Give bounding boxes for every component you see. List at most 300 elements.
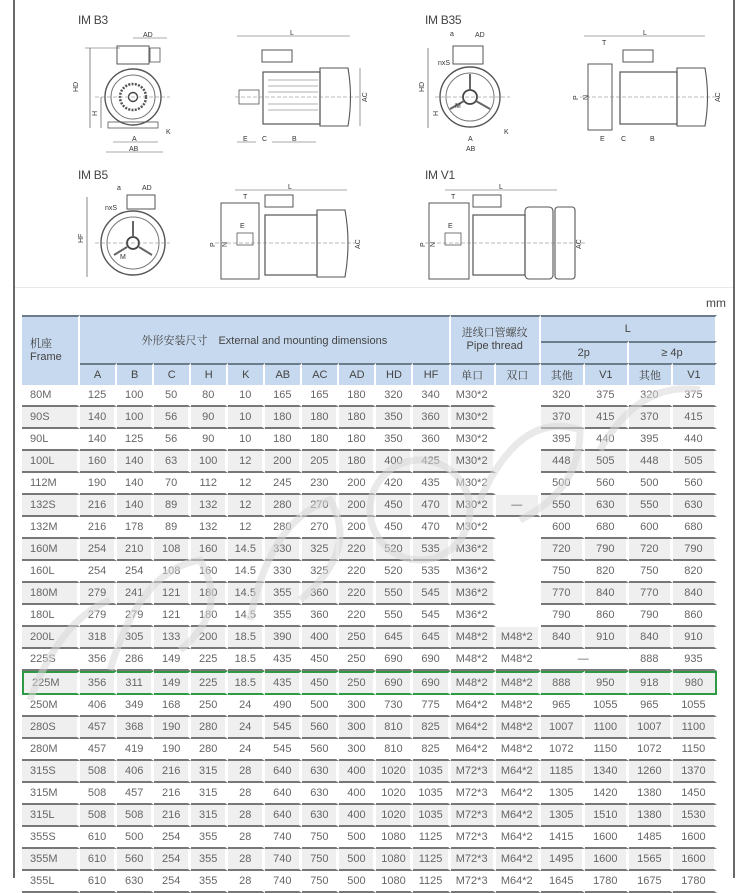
value-cell: 349: [117, 695, 154, 717]
value-cell: 1370: [673, 761, 717, 783]
value-cell: 435: [265, 649, 302, 671]
value-cell: 560: [117, 849, 154, 871]
value-cell: M48*2: [451, 649, 496, 671]
frame-cell: 225S: [22, 649, 80, 671]
value-cell: 200: [339, 473, 376, 495]
frame-cell: 225M: [22, 671, 80, 695]
value-cell: 350: [376, 407, 413, 429]
value-cell: 1072: [541, 739, 585, 761]
value-cell: 1185: [541, 761, 585, 783]
svg-text:L: L: [290, 30, 294, 37]
frame-cell: 90S: [22, 407, 80, 429]
value-cell: 140: [117, 473, 154, 495]
value-cell: 470: [413, 517, 450, 539]
header-pipe-en: Pipe thread: [466, 340, 523, 352]
value-cell: 279: [80, 583, 117, 605]
value-cell: 216: [154, 805, 191, 827]
value-cell: [496, 517, 541, 539]
value-cell: 640: [265, 805, 302, 827]
value-cell: [496, 539, 541, 561]
svg-text:AD: AD: [143, 32, 153, 39]
value-cell: 450: [302, 671, 339, 695]
value-cell: 140: [80, 429, 117, 451]
frame-cell: 80M: [22, 385, 80, 407]
value-cell: 356: [80, 671, 117, 695]
svg-text:T: T: [451, 194, 456, 201]
value-cell: 190: [154, 717, 191, 739]
svg-text:AC: AC: [362, 92, 369, 102]
value-cell: 535: [413, 561, 450, 583]
value-cell: [496, 561, 541, 583]
value-cell: 300: [339, 717, 376, 739]
value-cell: 1340: [585, 761, 629, 783]
value-cell: 457: [117, 783, 154, 805]
value-cell: 1530: [673, 805, 717, 827]
value-cell: M36*2: [451, 539, 496, 561]
value-cell: 200: [265, 451, 302, 473]
svg-text:E: E: [243, 136, 248, 143]
frame-cell: 355M: [22, 849, 80, 871]
header-col-k: K: [228, 363, 265, 385]
value-cell: 750: [541, 561, 585, 583]
value-cell: 28: [228, 805, 265, 827]
frame-cell: 355L: [22, 871, 80, 893]
value-cell: 545: [265, 717, 302, 739]
value-cell: 28: [228, 871, 265, 893]
value-cell: [496, 473, 541, 495]
value-cell: 750: [302, 827, 339, 849]
value-cell: 1007: [541, 717, 585, 739]
value-cell: 790: [673, 539, 717, 561]
value-cell: 630: [585, 495, 629, 517]
value-cell: 610: [80, 827, 117, 849]
value-cell: 1125: [413, 827, 450, 849]
value-cell: 140: [117, 451, 154, 473]
value-cell: 600: [541, 517, 585, 539]
value-cell: 360: [302, 583, 339, 605]
value-cell: 225: [191, 649, 228, 671]
header-col-ab: AB: [265, 363, 302, 385]
value-cell: M48*2: [496, 627, 541, 649]
value-cell: 680: [673, 517, 717, 539]
value-cell: 356: [80, 649, 117, 671]
value-cell: 180: [302, 429, 339, 451]
value-cell: 330: [265, 539, 302, 561]
table-row: [22, 871, 717, 893]
frame-cell: 315M: [22, 783, 80, 805]
value-cell: M30*2: [451, 407, 496, 429]
value-cell: [496, 429, 541, 451]
value-cell: 56: [154, 429, 191, 451]
value-cell: 250: [339, 671, 376, 695]
view-title-imv1: IM V1: [425, 168, 455, 182]
table-row: [22, 627, 717, 649]
value-cell: 790: [585, 539, 629, 561]
table-row: [22, 671, 717, 695]
value-cell: 680: [585, 517, 629, 539]
value-cell: 315: [191, 805, 228, 827]
value-cell: 690: [376, 671, 413, 695]
header-l-col-3: V1: [673, 363, 717, 385]
value-cell: 860: [673, 605, 717, 627]
svg-text:B: B: [650, 136, 655, 143]
value-cell: 1305: [541, 805, 585, 827]
svg-text:HD: HD: [419, 81, 426, 92]
header-2p: 2p: [541, 341, 629, 363]
value-cell: 400: [339, 761, 376, 783]
header-col-h: H: [191, 363, 228, 385]
value-cell: 279: [80, 605, 117, 627]
value-cell: 180: [191, 583, 228, 605]
value-cell: 10: [228, 429, 265, 451]
value-cell: 254: [154, 827, 191, 849]
value-cell: 1055: [585, 695, 629, 717]
value-cell: 1080: [376, 849, 413, 871]
value-cell: 300: [339, 739, 376, 761]
value-cell: 178: [117, 517, 154, 539]
value-cell: 448: [629, 451, 673, 473]
value-cell: 311: [117, 671, 154, 695]
frame-cell: 180L: [22, 605, 80, 627]
value-cell: 1055: [673, 695, 717, 717]
value-cell: 500: [629, 473, 673, 495]
motor-front-view-imb5: [70, 185, 180, 285]
svg-text:AB: AB: [129, 146, 139, 153]
value-cell: 160: [191, 539, 228, 561]
value-cell: M36*2: [451, 605, 496, 627]
svg-text:E: E: [240, 223, 245, 230]
svg-text:AD: AD: [475, 32, 485, 39]
value-cell: 630: [117, 871, 154, 893]
value-cell: 840: [673, 583, 717, 605]
value-cell: 720: [629, 539, 673, 561]
svg-text:A: A: [132, 136, 137, 143]
value-cell: M64*2: [451, 717, 496, 739]
value-cell: 450: [376, 517, 413, 539]
value-cell: 750: [629, 561, 673, 583]
value-cell: 1495: [541, 849, 585, 871]
value-cell: 149: [154, 671, 191, 695]
value-cell: 355: [191, 849, 228, 871]
svg-text:a: a: [450, 31, 454, 38]
value-cell: 645: [413, 627, 450, 649]
value-cell: 1415: [541, 827, 585, 849]
value-cell: M64*2: [451, 739, 496, 761]
value-cell: 1020: [376, 805, 413, 827]
value-cell: 280: [191, 717, 228, 739]
value-cell: 1125: [413, 871, 450, 893]
value-cell: 28: [228, 849, 265, 871]
value-cell: 520: [376, 561, 413, 583]
value-cell: [496, 407, 541, 429]
value-cell: 505: [585, 451, 629, 473]
value-cell: 500: [339, 827, 376, 849]
value-cell: 950: [585, 671, 629, 695]
value-cell: 254: [154, 871, 191, 893]
table-row: [22, 695, 717, 717]
value-cell: 168: [154, 695, 191, 717]
table-row: [22, 517, 717, 539]
value-cell: 12: [228, 451, 265, 473]
value-cell: 121: [154, 605, 191, 627]
table-row: [22, 429, 717, 451]
value-cell: M64*2: [451, 695, 496, 717]
value-cell: M30*2: [451, 385, 496, 407]
header-frame: [22, 315, 80, 385]
value-cell: 12: [228, 473, 265, 495]
value-cell: [496, 583, 541, 605]
table-body: [22, 385, 717, 893]
value-cell: 160: [80, 451, 117, 473]
value-cell: 440: [673, 429, 717, 451]
value-cell: 70: [154, 473, 191, 495]
motor-side-view-imb35: [573, 30, 730, 155]
value-cell: 610: [80, 871, 117, 893]
header-frame-en: Frame: [30, 351, 62, 363]
value-cell: M36*2: [451, 561, 496, 583]
value-cell: 180: [191, 605, 228, 627]
value-cell: 140: [80, 407, 117, 429]
value-cell: M72*3: [451, 827, 496, 849]
header-pipe-thread: [451, 315, 541, 363]
value-cell: M64*2: [496, 871, 541, 893]
value-cell: M64*2: [496, 805, 541, 827]
view-title-imb5: IM B5: [78, 168, 108, 182]
value-cell: 395: [541, 429, 585, 451]
value-cell: 18.5: [228, 671, 265, 695]
value-cell: 470: [413, 495, 450, 517]
value-cell: 14.5: [228, 605, 265, 627]
value-cell: 630: [302, 761, 339, 783]
value-cell: 14.5: [228, 583, 265, 605]
value-cell: 545: [413, 583, 450, 605]
svg-text:T: T: [602, 40, 607, 47]
table-row: [22, 407, 717, 429]
header-4p: ≥ 4p: [629, 341, 717, 363]
frame-cell: 315S: [22, 761, 80, 783]
motor-front-view-imb35: [420, 30, 530, 155]
value-cell: 1007: [629, 717, 673, 739]
value-cell: 820: [673, 561, 717, 583]
table-row: [22, 583, 717, 605]
value-cell: M48*2: [496, 695, 541, 717]
value-cell: M64*2: [496, 783, 541, 805]
table-row: [22, 385, 717, 407]
value-cell: 730: [376, 695, 413, 717]
value-cell: 360: [413, 407, 450, 429]
value-cell: 645: [376, 627, 413, 649]
value-cell: 1150: [673, 739, 717, 761]
value-cell: 790: [541, 605, 585, 627]
value-cell: 395: [629, 429, 673, 451]
value-cell: 840: [541, 627, 585, 649]
value-cell: 330: [265, 561, 302, 583]
value-cell: 1600: [585, 849, 629, 871]
svg-text:E: E: [448, 223, 453, 230]
value-cell: 790: [629, 605, 673, 627]
value-cell: M64*2: [496, 849, 541, 871]
value-cell: 1035: [413, 783, 450, 805]
value-cell: 1510: [585, 805, 629, 827]
value-cell: 888: [541, 671, 585, 695]
value-cell: 280: [265, 495, 302, 517]
frame-cell: 280M: [22, 739, 80, 761]
value-cell: 840: [585, 583, 629, 605]
value-cell: 820: [585, 561, 629, 583]
value-cell: 216: [80, 495, 117, 517]
value-cell: 457: [80, 739, 117, 761]
value-cell: 545: [413, 605, 450, 627]
value-cell: 132: [191, 495, 228, 517]
value-cell: 63: [154, 451, 191, 473]
value-cell: 254: [117, 561, 154, 583]
value-cell: 508: [80, 805, 117, 827]
table-row: [22, 717, 717, 739]
value-cell: M30*2: [451, 429, 496, 451]
value-cell: 315: [191, 783, 228, 805]
value-cell: 500: [541, 473, 585, 495]
value-cell: 508: [117, 805, 154, 827]
svg-text:C: C: [621, 136, 627, 143]
table-row: [22, 473, 717, 495]
value-cell: 180: [339, 451, 376, 473]
value-cell: 448: [541, 451, 585, 473]
value-cell: 500: [339, 871, 376, 893]
value-cell: 690: [413, 671, 450, 695]
value-cell: 50: [154, 385, 191, 407]
header-l-col-1: V1: [585, 363, 629, 385]
value-cell: 210: [117, 539, 154, 561]
header-pipe-col-0: 单口: [451, 363, 496, 385]
value-cell: —: [496, 495, 541, 517]
svg-text:HD: HD: [73, 81, 80, 92]
value-cell: 225: [191, 671, 228, 695]
svg-text:HF: HF: [78, 233, 85, 243]
table-row: [22, 805, 717, 827]
value-cell: 390: [265, 627, 302, 649]
value-cell: 1645: [541, 871, 585, 893]
value-cell: [496, 605, 541, 627]
value-cell: 400: [339, 805, 376, 827]
header-frame-cn: 机座: [30, 338, 52, 350]
value-cell: 490: [265, 695, 302, 717]
svg-text:A: A: [468, 136, 473, 143]
value-cell: 1080: [376, 827, 413, 849]
value-cell: 630: [302, 783, 339, 805]
value-cell: 740: [265, 849, 302, 871]
value-cell: 315: [191, 761, 228, 783]
value-cell: M48*2: [496, 739, 541, 761]
value-cell: 270: [302, 517, 339, 539]
header-col-hf: HF: [413, 363, 450, 385]
value-cell: 610: [80, 849, 117, 871]
value-cell: 24: [228, 739, 265, 761]
value-cell: 205: [302, 451, 339, 473]
value-cell: 918: [629, 671, 673, 695]
value-cell: 140: [117, 495, 154, 517]
value-cell: M30*2: [451, 473, 496, 495]
value-cell: 286: [117, 649, 154, 671]
value-cell: 1450: [673, 783, 717, 805]
header-pipe-col-1: 双口: [496, 363, 541, 385]
table-row: [22, 849, 717, 871]
value-cell: 270: [302, 495, 339, 517]
value-cell: 508: [80, 783, 117, 805]
value-cell: 24: [228, 695, 265, 717]
value-cell: 415: [585, 407, 629, 429]
svg-text:L: L: [499, 184, 503, 191]
value-cell: 230: [302, 473, 339, 495]
header-l-col-0: 其他: [541, 363, 585, 385]
value-cell: 1600: [673, 827, 717, 849]
value-cell: 770: [629, 583, 673, 605]
value-cell: 200: [191, 627, 228, 649]
value-cell: 860: [585, 605, 629, 627]
value-cell: 630: [302, 805, 339, 827]
header-col-b: B: [117, 363, 154, 385]
svg-text:P: P: [573, 95, 580, 100]
frame-cell: 90L: [22, 429, 80, 451]
svg-text:AC: AC: [355, 239, 362, 249]
value-cell: 500: [302, 695, 339, 717]
value-cell: —: [541, 649, 629, 671]
header-l-col-2: 其他: [629, 363, 673, 385]
value-cell: 250: [339, 649, 376, 671]
value-cell: 840: [629, 627, 673, 649]
value-cell: 440: [585, 429, 629, 451]
value-cell: 965: [541, 695, 585, 717]
value-cell: 740: [265, 827, 302, 849]
value-cell: 320: [541, 385, 585, 407]
svg-text:N: N: [583, 94, 590, 100]
value-cell: M48*2: [496, 649, 541, 671]
value-cell: 165: [302, 385, 339, 407]
svg-text:a: a: [117, 185, 121, 192]
value-cell: 1600: [673, 849, 717, 871]
view-title-imb35: IM B35: [425, 13, 462, 27]
svg-text:E: E: [600, 136, 605, 143]
value-cell: 133: [154, 627, 191, 649]
value-cell: 355: [191, 827, 228, 849]
value-cell: 550: [541, 495, 585, 517]
value-cell: 180: [339, 429, 376, 451]
value-cell: M30*2: [451, 517, 496, 539]
svg-text:N: N: [430, 241, 437, 247]
table-row: [22, 827, 717, 849]
value-cell: 360: [413, 429, 450, 451]
value-cell: 12: [228, 495, 265, 517]
value-cell: 200: [339, 495, 376, 517]
value-cell: 56: [154, 407, 191, 429]
header-col-c: C: [154, 363, 191, 385]
svg-text:L: L: [288, 184, 292, 191]
value-cell: 200: [339, 517, 376, 539]
value-cell: 149: [154, 649, 191, 671]
header-col-a: A: [80, 363, 117, 385]
value-cell: 1020: [376, 761, 413, 783]
value-cell: [496, 385, 541, 407]
value-cell: 355: [265, 583, 302, 605]
svg-text:T: T: [243, 194, 248, 201]
value-cell: 888: [629, 649, 673, 671]
table-row: [22, 451, 717, 473]
value-cell: 1100: [673, 717, 717, 739]
value-cell: M72*3: [451, 805, 496, 827]
view-title-imb3: IM B3: [78, 13, 108, 27]
value-cell: 775: [413, 695, 450, 717]
value-cell: 250: [191, 695, 228, 717]
value-cell: 320: [629, 385, 673, 407]
